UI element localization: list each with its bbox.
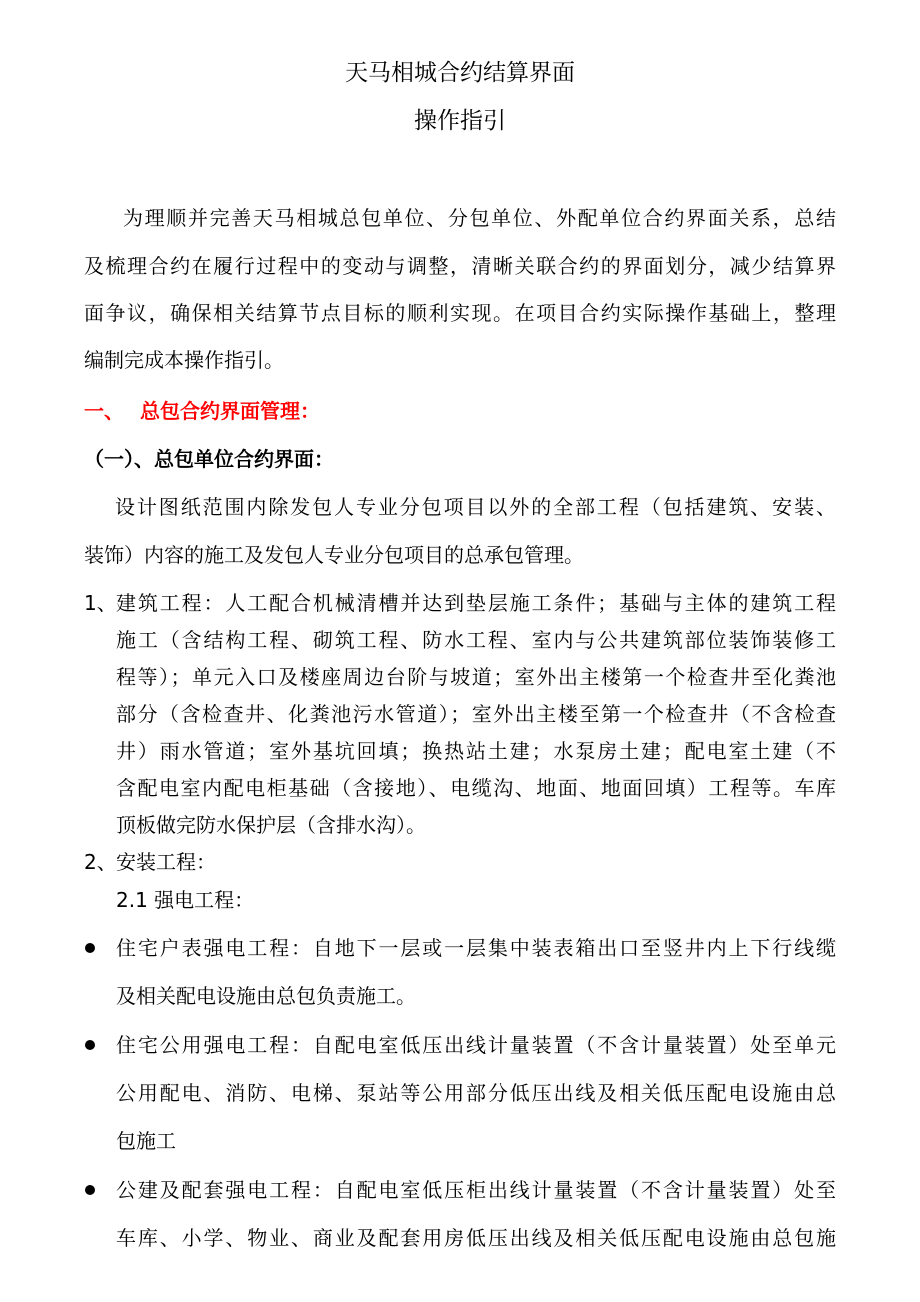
item2-1-label: 2.1 强电工程： [116,888,255,912]
bullet-dot-icon [85,1185,95,1195]
item-number-2: 2、 [84,850,117,874]
section-heading: 总包合约界面管理： [140,399,320,423]
intro-line-3: 面争议，确保相关结算节点目标的顺利实现。在项目合约实际操作基础上，整理 [84,301,836,325]
item1-line-3: 程等）；单元入口及楼座周边台阶与坡道；室外出主楼第一个检查井至化粪池 [116,665,836,689]
item1-line-7: 顶板做完防水保护层（含排水沟）。 [116,813,426,837]
scope-line-1: 设计图纸范围内除发包人专业分包项目以外的全部工程（包括建筑、安装、 [115,495,836,519]
bullet1-line-1: 住宅户表强电工程：自地下一层或一层集中装表箱出口至竖井内上下行线缆 [116,936,836,960]
bullet1-line-2: 及相关配电设施由总包负责施工。 [116,984,416,1008]
bullet2-line-3: 包施工 [116,1129,176,1153]
scope-line-2: 装饰）内容的施工及发包人专业分包项目的总承包管理。 [84,543,584,567]
intro-line-1: 为理顺并完善天马相城总包单位、分包单位、外配单位合约界面关系，总结 [123,206,836,230]
item1-line-2: 施工（含结构工程、砌筑工程、防水工程、室内与公共建筑部位装饰装修工 [116,628,836,652]
document-title: 天马相城合约结算界面 [345,60,575,86]
bullet-dot-icon [85,943,95,953]
subsection-heading: （一）、总包单位合约界面： [84,447,334,471]
bullet2-line-2: 公用配电、消防、电梯、泵站等公用部分低压出线及相关低压配电设施由总 [116,1081,836,1105]
item1-line-1: 建筑工程：人工配合机械清槽并达到垫层施工条件；基础与主体的建筑工程 [116,591,836,615]
bullet3-line-2: 车库、小学、物业、商业及配套用房低压出线及相关低压配电设施由总包施 [116,1226,836,1250]
document-subtitle: 操作指引 [414,108,506,134]
intro-line-4: 编制完成本操作指引。 [84,348,284,372]
bullet-dot-icon [85,1040,95,1050]
item1-line-6: 含配电室内配电柜基础（含接地）、电缆沟、地面、地面回填）工程等。车库 [116,776,836,800]
section-number: 一、 [84,399,124,423]
item2-label: 安装工程： [116,850,216,874]
item1-line-4: 部分（含检查井、化粪池污水管道）；室外出主楼至第一个检查井（不含检查 [116,702,836,726]
bullet2-line-1: 住宅公用强电工程：自配电室低压出线计量装置（不含计量装置）处至单元 [116,1033,836,1057]
bullet3-line-1: 公建及配套强电工程：自配电室低压柜出线计量装置（不含计量装置）处至 [116,1178,836,1202]
item1-line-5: 井）雨水管道；室外基坑回填；换热站土建；水泵房土建；配电室土建（不 [116,739,836,763]
intro-line-2: 及梳理合约在履行过程中的变动与调整，清晰关联合约的界面划分，减少结算界 [84,254,836,278]
item-number-1: 1、 [84,591,117,615]
